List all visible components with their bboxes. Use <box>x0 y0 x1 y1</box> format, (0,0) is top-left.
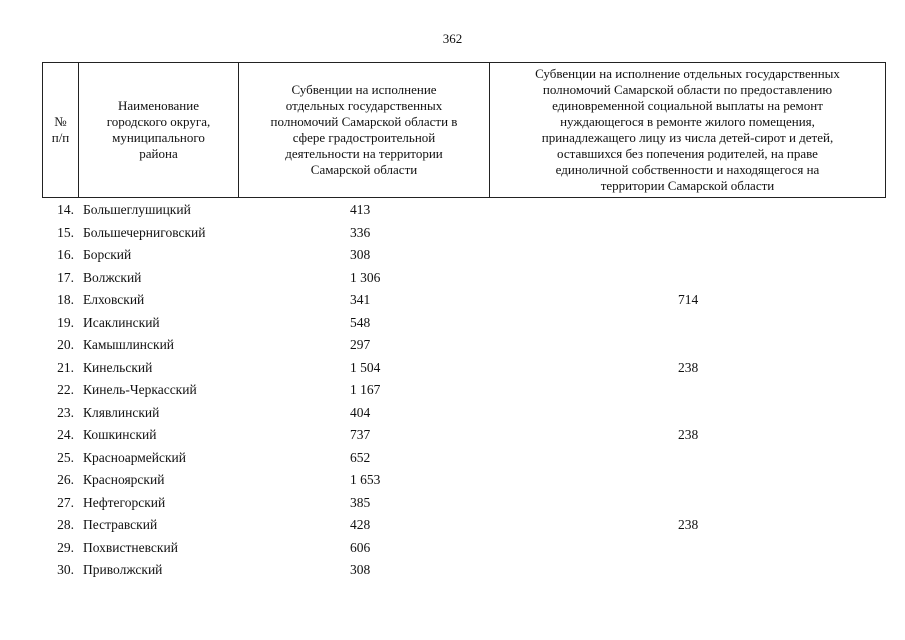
row-number: 25. <box>57 449 74 465</box>
district-name: Красноармейский <box>83 449 187 465</box>
header-subsidy-urban-planning <box>239 62 489 198</box>
header-district-name-text: Наименование городского округа, муниципального района <box>106 98 211 161</box>
page-number: 362 <box>442 31 463 46</box>
subsidy-urban-planning-value: 341 <box>350 292 371 307</box>
subsidy-urban-planning-value: 385 <box>350 494 371 510</box>
district-name: Клявлинский <box>83 404 160 420</box>
table-row <box>42 537 886 560</box>
table-row <box>42 244 886 267</box>
table-row <box>42 424 886 447</box>
row-number: 16. <box>57 247 74 262</box>
subsidy-urban-planning-value: 1 504 <box>350 359 381 375</box>
row-number: 18. <box>57 292 74 307</box>
district-name: Большеглушицкий <box>83 202 191 217</box>
district-name: Волжский <box>83 269 142 285</box>
header-number-text: № п/п <box>51 114 70 145</box>
row-number: 27. <box>57 494 74 510</box>
district-name: Приволжский <box>83 562 163 577</box>
subsidy-urban-planning-value: 1 167 <box>350 382 381 397</box>
table-row <box>42 334 886 357</box>
header-subsidy-housing-repair <box>490 62 885 198</box>
header-district-name <box>79 62 238 198</box>
district-name: Красноярский <box>83 472 165 487</box>
table-row <box>42 402 886 425</box>
header-subsidy-urban-planning-text: Субвенции на исполнение отдельных государственных полномочий Самарской области в сфере градостроительной деятельности на территории Самарской области <box>270 82 458 177</box>
row-number: 24. <box>57 427 74 442</box>
subsidy-urban-planning-value: 413 <box>350 202 371 217</box>
subsidy-urban-planning-value: 297 <box>350 337 371 352</box>
table-row <box>42 222 886 245</box>
table-body <box>42 199 886 582</box>
district-name: Большечерниговский <box>83 224 206 240</box>
subsidy-housing-repair-value: 238 <box>678 427 699 442</box>
district-name: Нефтегорский <box>83 494 166 510</box>
table-row <box>42 559 886 582</box>
district-name: Борский <box>83 247 132 262</box>
row-number: 29. <box>57 539 74 555</box>
row-number: 30. <box>57 562 74 577</box>
subsidy-urban-planning-value: 308 <box>350 562 371 577</box>
table-row <box>42 312 886 335</box>
subsidy-urban-planning-value: 1 653 <box>350 472 381 487</box>
district-name: Кошкинский <box>83 427 157 442</box>
row-number: 23. <box>57 404 74 420</box>
row-number: 19. <box>57 314 74 330</box>
district-name: Камышлинский <box>83 337 175 352</box>
subsidy-urban-planning-value: 548 <box>350 314 371 330</box>
table-row <box>42 447 886 470</box>
table-row <box>42 267 886 290</box>
column-divider <box>885 62 886 198</box>
table-row <box>42 379 886 402</box>
district-name: Похвистневский <box>83 539 178 555</box>
subsidy-urban-planning-value: 737 <box>350 427 371 442</box>
row-number: 21. <box>57 359 74 375</box>
table-row <box>42 514 886 537</box>
district-name: Елховский <box>83 292 145 307</box>
table-row <box>42 199 886 222</box>
subsidy-housing-repair-value: 238 <box>678 359 699 375</box>
subsidy-urban-planning-value: 1 306 <box>350 269 381 285</box>
row-number: 20. <box>57 337 74 352</box>
subsidy-urban-planning-value: 336 <box>350 224 371 240</box>
table-row <box>42 289 886 312</box>
row-number: 26. <box>57 472 74 487</box>
row-number: 22. <box>57 382 74 397</box>
row-number: 17. <box>57 269 74 285</box>
subsidy-urban-planning-value: 652 <box>350 449 371 465</box>
subsidy-housing-repair-value: 714 <box>678 292 699 307</box>
row-number: 28. <box>57 517 74 532</box>
header-subsidy-housing-repair-text: Субвенции на исполнение отдельных государственных полномочий Самарской области по предоставлению единовременной социальной выплаты на ремонт нуждающегося в ремонте жилого помещения, принадлежащего лицу из числа детей-сирот и детей, оставшихся без попечения родителей, на праве единоличной собственности и находящегося на территории Самарской области <box>535 66 840 193</box>
subsidy-housing-repair-value: 238 <box>678 517 699 532</box>
subsidy-urban-planning-value: 404 <box>350 404 371 420</box>
district-name: Исаклинский <box>83 314 160 330</box>
table-row <box>42 357 886 380</box>
table-row <box>42 492 886 515</box>
subsidy-urban-planning-value: 606 <box>350 539 371 555</box>
row-number: 15. <box>57 224 74 240</box>
district-name: Пестравский <box>83 517 158 532</box>
table-header <box>42 62 886 198</box>
header-number <box>43 62 78 198</box>
district-name: Кинельский <box>83 359 153 375</box>
district-name: Кинель-Черкасский <box>83 382 197 397</box>
table-row <box>42 469 886 492</box>
subsidy-urban-planning-value: 428 <box>350 517 371 532</box>
row-number: 14. <box>57 202 74 217</box>
subsidy-urban-planning-value: 308 <box>350 247 371 262</box>
